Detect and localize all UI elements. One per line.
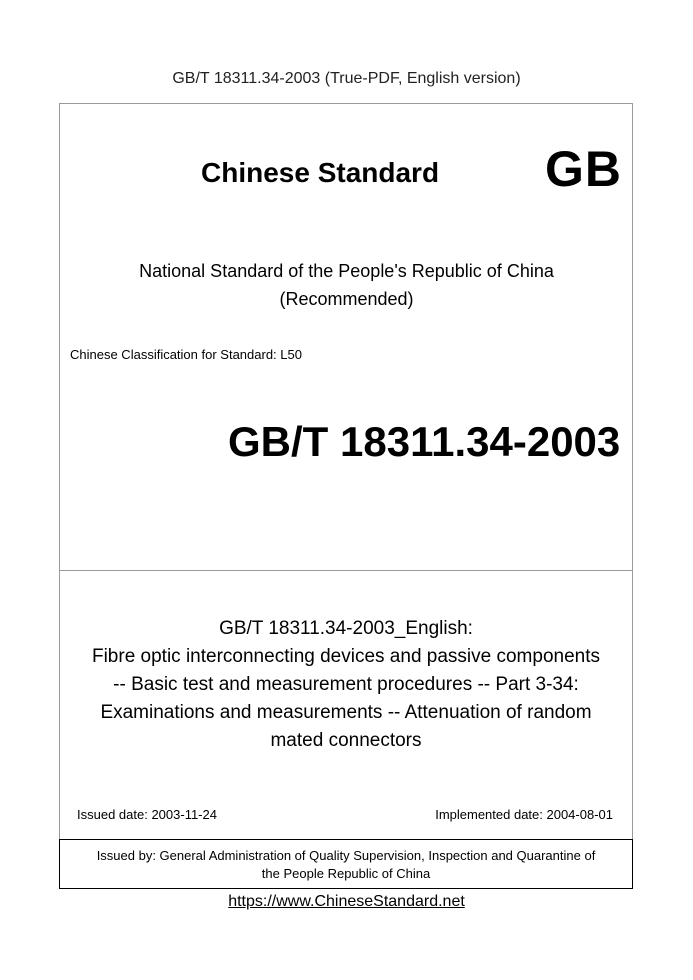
issuer-box [59,839,633,889]
document-title-line: mated connectors [270,730,422,751]
standard-number: GB/T 18311.34-2003 [228,418,621,465]
classification-label: Chinese Classification for Standard: L50 [70,347,302,362]
national-line-1: National Standard of the People's Republic of China [139,261,554,281]
issuer-line-2: the People Republic of China [261,866,431,881]
document-title-line: -- Basic test and measurement procedures -- Part 3-34: [113,674,579,695]
national-standard-text [0,257,693,313]
issued-date: Issued date: 2003-11-24 [77,807,217,822]
national-line-2: (Recommended) [279,289,414,309]
document-title-line: Examinations and measurements -- Attenuation of random [100,702,592,723]
document-title-line: Fibre optic interconnecting devices and passive components [91,646,600,667]
cover-title: Chinese Standard [201,157,440,188]
website-link[interactable]: https://www.ChineseStandard.net [228,893,465,910]
document-header: GB/T 18311.34-2003 (True-PDF, English version) [172,70,521,87]
implemented-date: Implemented date: 2004-08-01 [435,807,613,822]
document-title-line: GB/T 18311.34-2003_English: [219,618,473,639]
issuer-line-1: Issued by: General Administration of Quality Supervision, Inspection and Quarantine of [96,848,596,863]
gb-logo: GB [545,141,622,197]
document-title [59,615,633,755]
